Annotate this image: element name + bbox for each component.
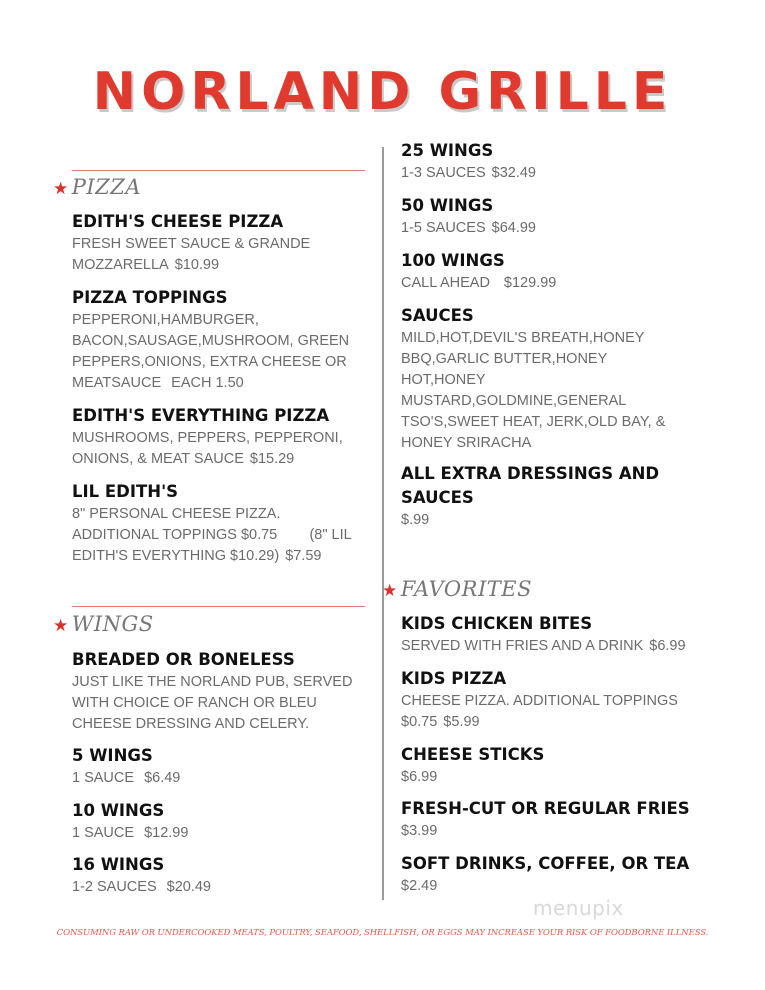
menu-item (401, 612, 701, 657)
item-name: BREADED OR BONELESS (72, 650, 295, 669)
section-heading-pizza: ★ PIZZA (53, 175, 142, 199)
item-description: 1-3 SAUCES $32.49 (401, 165, 536, 181)
item-price: $12.99 (144, 825, 189, 841)
item-description: CHEESE PIZZA. ADDITIONAL TOPPINGS $0.75 $5.99 (401, 693, 678, 730)
menu-item (72, 744, 372, 789)
menu-item (72, 799, 372, 844)
item-description: 1-5 SAUCES $64.99 (401, 220, 536, 236)
item-description: MILD,HOT,DEVIL'S BREATH,HONEY BBQ,GARLIC BUTTER,HONEY HOT,HONEY MUSTARD,GOLDMINE,GENERAL TSO'S,SWEET HEAT, JERK,OLD BAY, & HONEY SRIRACHA (401, 330, 666, 451)
item-name: 100 WINGS (401, 251, 505, 270)
item-price: $.99 (401, 512, 430, 528)
item-price: $3.99 (401, 823, 438, 839)
pizza-rule (72, 170, 365, 171)
menu-item (72, 853, 372, 898)
section-heading-wings: ★ WINGS (53, 612, 154, 636)
item-name: 25 WINGS (401, 141, 494, 160)
item-description: SERVED WITH FRIES AND A DRINK $6.99 (401, 638, 686, 654)
item-name: 5 WINGS (72, 746, 153, 765)
menu-item (401, 249, 701, 294)
item-description: 8" PERSONAL CHEESE PIZZA. ADDITIONAL TOPPINGS $0.75 (8" LIL EDITH'S EVERYTHING $10.29) $7.59 (72, 506, 356, 564)
item-name: 50 WINGS (401, 196, 494, 215)
item-name: CHEESE STICKS (401, 745, 545, 764)
star-icon: ★ (53, 179, 69, 199)
item-description (401, 821, 701, 842)
menu-item (72, 286, 372, 394)
menu-item (72, 404, 372, 470)
item-name: EDITH'S EVERYTHING PIZZA (72, 406, 330, 425)
watermark-logo: menupix (533, 896, 624, 920)
item-description: JUST LIKE THE NORLAND PUB, SERVED WITH CHOICE OF RANCH OR BLEU CHEESE DRESSING AND CELERY. (72, 674, 353, 732)
menu-item (401, 194, 701, 239)
star-icon: ★ (382, 581, 398, 601)
menu-item (401, 852, 701, 897)
item-name: ALL EXTRA DRESSINGS AND SAUCES (401, 464, 660, 507)
wings-rule (72, 606, 365, 607)
star-icon: ★ (53, 616, 69, 636)
item-name: PIZZA TOPPINGS (72, 288, 228, 307)
column-divider (382, 147, 384, 900)
menu-title: NORLAND GRILLE (92, 62, 673, 122)
item-price: $32.49 (491, 165, 536, 181)
item-price: $6.49 (144, 770, 181, 786)
menu-item (401, 667, 696, 733)
item-name: EDITH'S CHEESE PIZZA (72, 212, 284, 231)
item-description (401, 767, 701, 788)
item-price: $5.99 (443, 714, 480, 730)
menu-item (401, 743, 701, 788)
item-description: FRESH SWEET SAUCE & GRANDE MOZZARELLA $10.99 (72, 236, 311, 273)
item-price: $20.49 (166, 879, 211, 895)
item-name: SOFT DRINKS, COFFEE, OR TEA (401, 854, 690, 873)
menu-item (72, 648, 372, 735)
item-price: $15.29 (249, 451, 295, 467)
item-description: PEPPERONI,HAMBURGER, BACON,SAUSAGE,MUSHROOM, GREEN PEPPERS,ONIONS, EXTRA CHEESE OR MEATSAUCE EACH 1.50 (72, 312, 350, 391)
item-description: MUSHROOMS, PEPPERS, PEPPERONI, ONIONS, & MEAT SAUCE $15.29 (72, 430, 343, 467)
item-price: $6.99 (649, 638, 686, 654)
item-description: 1-2 SAUCES $20.49 (72, 879, 211, 895)
item-description: CALL AHEAD $129.99 (401, 275, 557, 291)
item-description (401, 876, 701, 897)
item-name: SAUCES (401, 306, 474, 325)
item-description (401, 510, 661, 531)
menu-item (72, 480, 360, 567)
menu-item (72, 210, 372, 276)
item-description: 1 SAUCE $6.49 (72, 770, 181, 786)
menu-item (401, 462, 661, 531)
food-safety-disclaimer: CONSUMING RAW OR UNDERCOOKED MEATS, POULTRY, SEAFOOD, SHELLFISH, OR EGGS MAY INCREASE YOUR RISK OF FOODBORNE ILLNESS. (56, 928, 709, 938)
item-name: KIDS PIZZA (401, 669, 507, 688)
item-price: EACH 1.50 (171, 375, 244, 391)
menu-item (401, 139, 701, 184)
menu-item (401, 304, 666, 454)
section-heading-favorites: ★ FAVORITES (382, 577, 532, 601)
item-name: 16 WINGS (72, 855, 165, 874)
item-price: $7.59 (285, 548, 322, 564)
item-price: $6.99 (401, 769, 438, 785)
item-name: LIL EDITH'S (72, 482, 179, 501)
item-price: $64.99 (491, 220, 536, 236)
item-name: 10 WINGS (72, 801, 165, 820)
item-description: 1 SAUCE $12.99 (72, 825, 189, 841)
menu-item (401, 797, 701, 842)
item-price: $10.99 (174, 257, 220, 273)
item-name: KIDS CHICKEN BITES (401, 614, 593, 633)
item-name: FRESH-CUT OR REGULAR FRIES (401, 799, 690, 818)
item-price: $129.99 (503, 275, 557, 291)
item-price: $2.49 (401, 878, 438, 894)
